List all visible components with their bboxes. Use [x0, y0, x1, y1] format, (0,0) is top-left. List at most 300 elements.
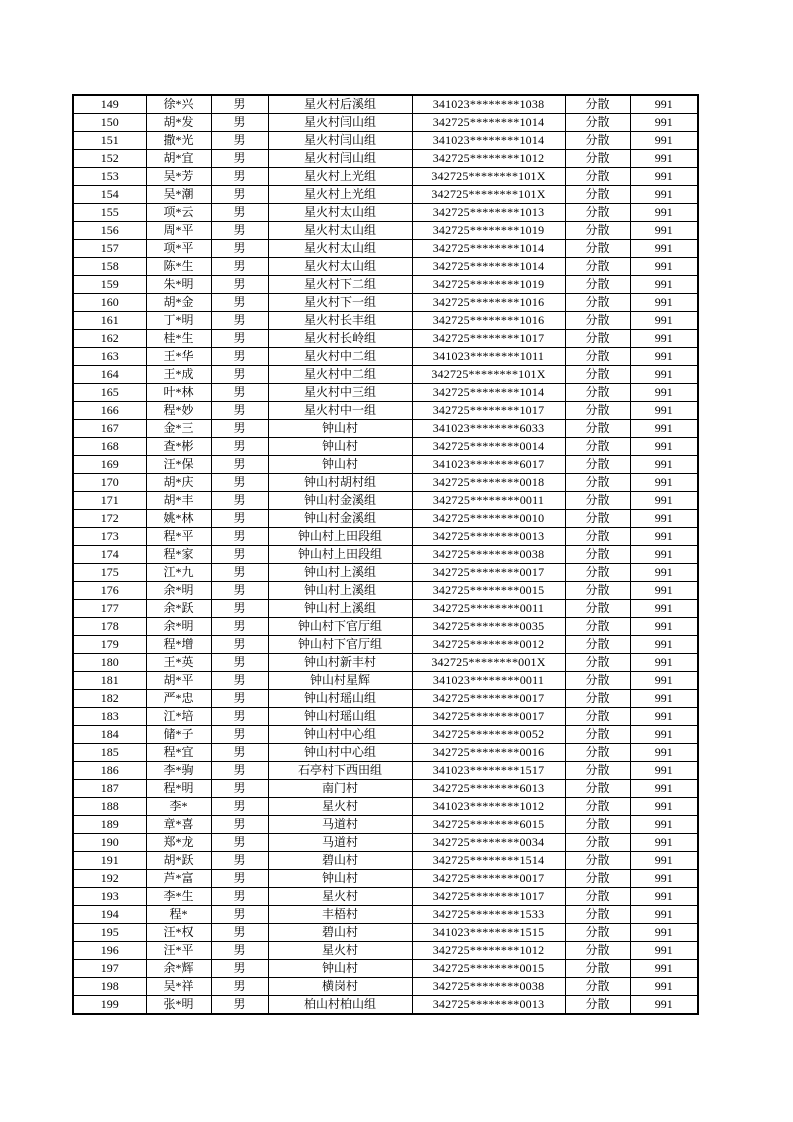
cell-gender: 男	[211, 366, 268, 384]
table-row	[73, 384, 698, 402]
cell-code: 991	[630, 168, 698, 186]
cell-code: 991	[630, 95, 698, 114]
cell-code: 991	[630, 654, 698, 672]
cell-code: 991	[630, 762, 698, 780]
cell-name: 王*英	[146, 654, 211, 672]
cell-code: 991	[630, 798, 698, 816]
cell-id: 342725********0052	[412, 726, 565, 744]
cell-id: 341023********6033	[412, 420, 565, 438]
cell-name: 姚*林	[146, 510, 211, 528]
cell-id: 342725********0011	[412, 492, 565, 510]
cell-village: 马道村	[268, 834, 412, 852]
cell-name: 王*华	[146, 348, 211, 366]
cell-code: 991	[630, 618, 698, 636]
cell-id: 342725********0035	[412, 618, 565, 636]
cell-village: 星火村	[268, 798, 412, 816]
cell-name: 查*彬	[146, 438, 211, 456]
cell-code: 991	[630, 960, 698, 978]
cell-status: 分散	[565, 528, 630, 546]
cell-gender: 男	[211, 420, 268, 438]
cell-name: 余*明	[146, 618, 211, 636]
table-row	[73, 186, 698, 204]
cell-no: 163	[73, 348, 146, 366]
cell-gender: 男	[211, 384, 268, 402]
cell-no: 149	[73, 95, 146, 114]
cell-status: 分散	[565, 564, 630, 582]
cell-no: 190	[73, 834, 146, 852]
cell-id: 341023********1011	[412, 348, 565, 366]
cell-code: 991	[630, 852, 698, 870]
cell-name: 桂*生	[146, 330, 211, 348]
cell-no: 162	[73, 330, 146, 348]
cell-no: 167	[73, 420, 146, 438]
cell-gender: 男	[211, 132, 268, 150]
cell-status: 分散	[565, 492, 630, 510]
cell-name: 李*生	[146, 888, 211, 906]
cell-gender: 男	[211, 564, 268, 582]
cell-village: 钟山村上溪组	[268, 582, 412, 600]
cell-name: 李*	[146, 798, 211, 816]
cell-name: 项*云	[146, 204, 211, 222]
cell-id: 342725********0016	[412, 744, 565, 762]
cell-village: 星火村下一组	[268, 294, 412, 312]
cell-id: 342725********0018	[412, 474, 565, 492]
cell-no: 188	[73, 798, 146, 816]
cell-status: 分散	[565, 582, 630, 600]
cell-id: 342725********0038	[412, 978, 565, 996]
cell-village: 星火村上光组	[268, 186, 412, 204]
cell-code: 991	[630, 528, 698, 546]
cell-code: 991	[630, 996, 698, 1015]
cell-gender: 男	[211, 222, 268, 240]
cell-name: 郑*龙	[146, 834, 211, 852]
cell-name: 江*九	[146, 564, 211, 582]
cell-status: 分散	[565, 150, 630, 168]
cell-name: 徐*兴	[146, 95, 211, 114]
table-row	[73, 402, 698, 420]
cell-name: 吴*潮	[146, 186, 211, 204]
cell-village: 星火村后溪组	[268, 95, 412, 114]
cell-village: 钟山村上田段组	[268, 528, 412, 546]
cell-id: 341023********1014	[412, 132, 565, 150]
cell-no: 156	[73, 222, 146, 240]
cell-id: 342725********1514	[412, 852, 565, 870]
cell-no: 159	[73, 276, 146, 294]
cell-village: 钟山村	[268, 420, 412, 438]
cell-name: 汪*保	[146, 456, 211, 474]
cell-gender: 男	[211, 870, 268, 888]
cell-name: 朱*明	[146, 276, 211, 294]
cell-name: 叶*林	[146, 384, 211, 402]
cell-code: 991	[630, 780, 698, 798]
cell-village: 星火村中二组	[268, 366, 412, 384]
cell-village: 星火村长丰组	[268, 312, 412, 330]
cell-no: 161	[73, 312, 146, 330]
cell-status: 分散	[565, 330, 630, 348]
cell-gender: 男	[211, 942, 268, 960]
cell-no: 186	[73, 762, 146, 780]
cell-no: 174	[73, 546, 146, 564]
table-row	[73, 690, 698, 708]
cell-village: 钟山村上溪组	[268, 564, 412, 582]
cell-status: 分散	[565, 402, 630, 420]
cell-name: 项*平	[146, 240, 211, 258]
cell-code: 991	[630, 186, 698, 204]
cell-no: 154	[73, 186, 146, 204]
cell-gender: 男	[211, 492, 268, 510]
cell-code: 991	[630, 222, 698, 240]
cell-name: 丁*明	[146, 312, 211, 330]
cell-status: 分散	[565, 906, 630, 924]
cell-name: 程*宜	[146, 744, 211, 762]
table-row	[73, 672, 698, 690]
cell-code: 991	[630, 114, 698, 132]
cell-village: 星火村太山组	[268, 222, 412, 240]
cell-gender: 男	[211, 654, 268, 672]
cell-gender: 男	[211, 834, 268, 852]
cell-status: 分散	[565, 276, 630, 294]
cell-status: 分散	[565, 240, 630, 258]
cell-village: 钟山村下官厅组	[268, 636, 412, 654]
table-row	[73, 438, 698, 456]
cell-no: 179	[73, 636, 146, 654]
table-row	[73, 204, 698, 222]
cell-status: 分散	[565, 420, 630, 438]
cell-code: 991	[630, 330, 698, 348]
cell-gender: 男	[211, 708, 268, 726]
cell-gender: 男	[211, 726, 268, 744]
cell-name: 王*成	[146, 366, 211, 384]
cell-status: 分散	[565, 456, 630, 474]
cell-name: 程*	[146, 906, 211, 924]
cell-status: 分散	[565, 924, 630, 942]
table-row	[73, 474, 698, 492]
cell-status: 分散	[565, 618, 630, 636]
cell-id: 342725********0014	[412, 438, 565, 456]
cell-status: 分散	[565, 852, 630, 870]
cell-id: 342725********1014	[412, 258, 565, 276]
cell-gender: 男	[211, 204, 268, 222]
table-row	[73, 762, 698, 780]
table-row	[73, 618, 698, 636]
cell-no: 187	[73, 780, 146, 798]
roster-body	[73, 95, 698, 1014]
cell-village: 星火村	[268, 888, 412, 906]
cell-gender: 男	[211, 330, 268, 348]
cell-gender: 男	[211, 600, 268, 618]
cell-no: 176	[73, 582, 146, 600]
cell-name: 程*妙	[146, 402, 211, 420]
cell-code: 991	[630, 456, 698, 474]
cell-village: 星火村上光组	[268, 168, 412, 186]
cell-code: 991	[630, 564, 698, 582]
cell-gender: 男	[211, 312, 268, 330]
cell-gender: 男	[211, 780, 268, 798]
cell-village: 星火村闫山组	[268, 132, 412, 150]
table-row	[73, 996, 698, 1015]
cell-code: 991	[630, 312, 698, 330]
cell-status: 分散	[565, 888, 630, 906]
table-row	[73, 978, 698, 996]
cell-gender: 男	[211, 672, 268, 690]
cell-village: 星火村下二组	[268, 276, 412, 294]
cell-no: 194	[73, 906, 146, 924]
cell-village: 钟山村下官厅组	[268, 618, 412, 636]
cell-no: 180	[73, 654, 146, 672]
cell-no: 168	[73, 438, 146, 456]
cell-no: 150	[73, 114, 146, 132]
cell-village: 南门村	[268, 780, 412, 798]
cell-gender: 男	[211, 690, 268, 708]
cell-village: 钟山村	[268, 960, 412, 978]
cell-status: 分散	[565, 384, 630, 402]
cell-status: 分散	[565, 132, 630, 150]
table-row	[73, 600, 698, 618]
cell-id: 342725********0017	[412, 708, 565, 726]
table-row	[73, 582, 698, 600]
cell-id: 342725********101X	[412, 186, 565, 204]
cell-no: 169	[73, 456, 146, 474]
cell-id: 342725********1017	[412, 888, 565, 906]
cell-code: 991	[630, 870, 698, 888]
cell-code: 991	[630, 672, 698, 690]
cell-status: 分散	[565, 744, 630, 762]
cell-code: 991	[630, 924, 698, 942]
cell-village: 星火村太山组	[268, 258, 412, 276]
table-row	[73, 95, 698, 114]
table-row	[73, 888, 698, 906]
cell-gender: 男	[211, 438, 268, 456]
cell-status: 分散	[565, 222, 630, 240]
table-row	[73, 924, 698, 942]
cell-status: 分散	[565, 600, 630, 618]
cell-village: 钟山村瑶山组	[268, 708, 412, 726]
cell-village: 钟山村新丰村	[268, 654, 412, 672]
cell-no: 152	[73, 150, 146, 168]
cell-gender: 男	[211, 294, 268, 312]
cell-village: 星火村中一组	[268, 402, 412, 420]
cell-gender: 男	[211, 816, 268, 834]
cell-code: 991	[630, 726, 698, 744]
cell-name: 余*跃	[146, 600, 211, 618]
cell-id: 341023********1012	[412, 798, 565, 816]
cell-gender: 男	[211, 240, 268, 258]
cell-no: 199	[73, 996, 146, 1015]
cell-id: 341023********6017	[412, 456, 565, 474]
cell-name: 程*平	[146, 528, 211, 546]
cell-code: 991	[630, 402, 698, 420]
cell-gender: 男	[211, 528, 268, 546]
cell-code: 991	[630, 492, 698, 510]
cell-status: 分散	[565, 690, 630, 708]
cell-id: 342725********0013	[412, 528, 565, 546]
cell-gender: 男	[211, 744, 268, 762]
cell-gender: 男	[211, 456, 268, 474]
cell-no: 160	[73, 294, 146, 312]
cell-status: 分散	[565, 708, 630, 726]
cell-status: 分散	[565, 546, 630, 564]
cell-code: 991	[630, 276, 698, 294]
cell-status: 分散	[565, 348, 630, 366]
cell-name: 吴*芳	[146, 168, 211, 186]
cell-name: 胡*平	[146, 672, 211, 690]
cell-gender: 男	[211, 852, 268, 870]
cell-gender: 男	[211, 114, 268, 132]
cell-village: 钟山村	[268, 438, 412, 456]
cell-no: 155	[73, 204, 146, 222]
cell-village: 星火村	[268, 942, 412, 960]
cell-status: 分散	[565, 870, 630, 888]
cell-id: 342725********0015	[412, 960, 565, 978]
cell-gender: 男	[211, 510, 268, 528]
cell-no: 172	[73, 510, 146, 528]
cell-code: 991	[630, 240, 698, 258]
cell-id: 342725********1533	[412, 906, 565, 924]
cell-name: 程*家	[146, 546, 211, 564]
table-row	[73, 870, 698, 888]
cell-name: 胡*庆	[146, 474, 211, 492]
cell-village: 马道村	[268, 816, 412, 834]
cell-id: 342725********6015	[412, 816, 565, 834]
cell-id: 342725********1014	[412, 384, 565, 402]
cell-village: 星火村太山组	[268, 240, 412, 258]
table-row	[73, 276, 698, 294]
cell-status: 分散	[565, 780, 630, 798]
cell-code: 991	[630, 942, 698, 960]
cell-name: 汪*平	[146, 942, 211, 960]
cell-status: 分散	[565, 834, 630, 852]
cell-id: 342725********1012	[412, 150, 565, 168]
table-row	[73, 834, 698, 852]
cell-no: 153	[73, 168, 146, 186]
cell-code: 991	[630, 906, 698, 924]
cell-id: 341023********0011	[412, 672, 565, 690]
cell-id: 342725********0017	[412, 564, 565, 582]
cell-name: 章*喜	[146, 816, 211, 834]
cell-village: 星火村太山组	[268, 204, 412, 222]
table-row	[73, 114, 698, 132]
table-row	[73, 420, 698, 438]
cell-gender: 男	[211, 960, 268, 978]
cell-id: 342725********0010	[412, 510, 565, 528]
cell-id: 342725********1016	[412, 294, 565, 312]
cell-code: 991	[630, 600, 698, 618]
cell-gender: 男	[211, 186, 268, 204]
table-row	[73, 258, 698, 276]
cell-name: 张*明	[146, 996, 211, 1015]
cell-no: 197	[73, 960, 146, 978]
cell-id: 342725********0017	[412, 690, 565, 708]
cell-no: 182	[73, 690, 146, 708]
cell-no: 173	[73, 528, 146, 546]
cell-no: 171	[73, 492, 146, 510]
cell-gender: 男	[211, 150, 268, 168]
cell-village: 星火村闫山组	[268, 150, 412, 168]
cell-no: 177	[73, 600, 146, 618]
table-row	[73, 312, 698, 330]
cell-name: 胡*金	[146, 294, 211, 312]
cell-id: 342725********1014	[412, 114, 565, 132]
cell-id: 342725********0015	[412, 582, 565, 600]
cell-id: 341023********1517	[412, 762, 565, 780]
cell-status: 分散	[565, 672, 630, 690]
cell-id: 342725********1017	[412, 402, 565, 420]
cell-gender: 男	[211, 276, 268, 294]
cell-gender: 男	[211, 474, 268, 492]
cell-name: 严*忠	[146, 690, 211, 708]
cell-code: 991	[630, 294, 698, 312]
table-row	[73, 168, 698, 186]
cell-name: 周*平	[146, 222, 211, 240]
table-row	[73, 456, 698, 474]
cell-no: 178	[73, 618, 146, 636]
cell-status: 分散	[565, 95, 630, 114]
cell-name: 汪*权	[146, 924, 211, 942]
cell-village: 钟山村	[268, 870, 412, 888]
table-row	[73, 564, 698, 582]
table-row	[73, 132, 698, 150]
cell-name: 储*子	[146, 726, 211, 744]
cell-gender: 男	[211, 798, 268, 816]
cell-status: 分散	[565, 654, 630, 672]
cell-gender: 男	[211, 258, 268, 276]
cell-id: 342725********101X	[412, 168, 565, 186]
cell-no: 181	[73, 672, 146, 690]
cell-name: 陈*生	[146, 258, 211, 276]
cell-id: 342725********1013	[412, 204, 565, 222]
cell-gender: 男	[211, 95, 268, 114]
cell-village: 钟山村金溪组	[268, 510, 412, 528]
cell-id: 342725********001X	[412, 654, 565, 672]
cell-name: 余*辉	[146, 960, 211, 978]
cell-name: 江*培	[146, 708, 211, 726]
cell-village: 钟山村瑶山组	[268, 690, 412, 708]
cell-code: 991	[630, 708, 698, 726]
table-row	[73, 492, 698, 510]
cell-name: 程*增	[146, 636, 211, 654]
cell-village: 钟山村上田段组	[268, 546, 412, 564]
cell-village: 石亭村下西田组	[268, 762, 412, 780]
cell-code: 991	[630, 474, 698, 492]
table-row	[73, 708, 698, 726]
table-row	[73, 798, 698, 816]
cell-no: 158	[73, 258, 146, 276]
cell-status: 分散	[565, 816, 630, 834]
cell-code: 991	[630, 366, 698, 384]
cell-no: 165	[73, 384, 146, 402]
cell-code: 991	[630, 582, 698, 600]
cell-gender: 男	[211, 168, 268, 186]
cell-status: 分散	[565, 438, 630, 456]
cell-id: 342725********6013	[412, 780, 565, 798]
cell-id: 342725********0034	[412, 834, 565, 852]
cell-status: 分散	[565, 636, 630, 654]
cell-gender: 男	[211, 762, 268, 780]
cell-gender: 男	[211, 906, 268, 924]
table-row	[73, 546, 698, 564]
cell-no: 191	[73, 852, 146, 870]
cell-village: 碧山村	[268, 924, 412, 942]
cell-no: 170	[73, 474, 146, 492]
cell-id: 342725********0011	[412, 600, 565, 618]
cell-village: 钟山村中心组	[268, 744, 412, 762]
cell-gender: 男	[211, 546, 268, 564]
table-row	[73, 654, 698, 672]
cell-status: 分散	[565, 168, 630, 186]
table-row	[73, 816, 698, 834]
cell-status: 分散	[565, 366, 630, 384]
cell-code: 991	[630, 636, 698, 654]
